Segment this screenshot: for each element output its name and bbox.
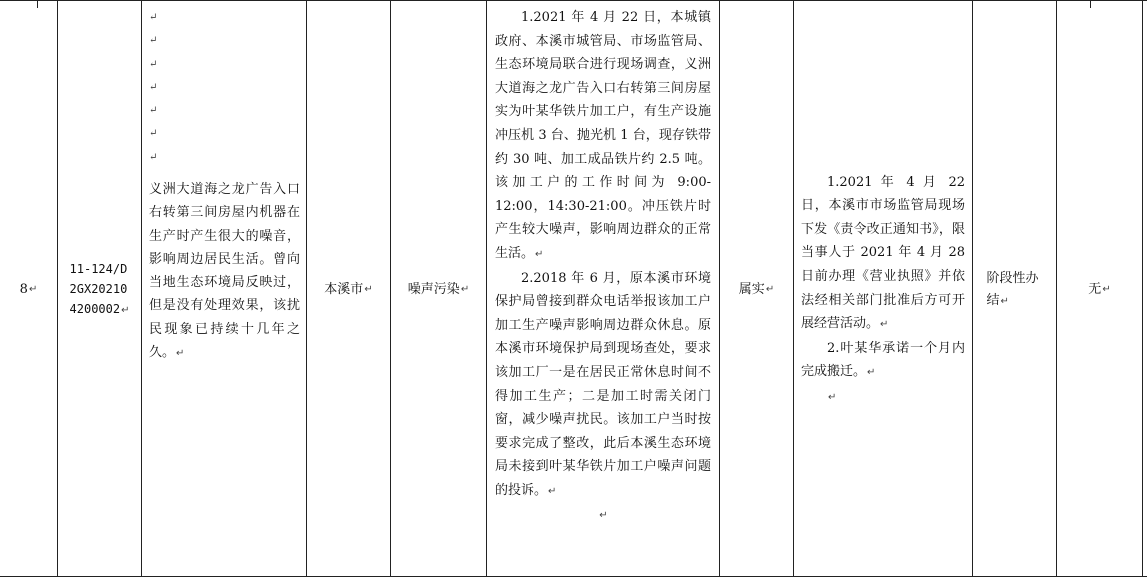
paragraph-mark-icon: ↵ [149, 151, 158, 163]
verdict-cell [720, 0, 793, 580]
paragraph-mark-icon: ↵ [149, 128, 158, 140]
paragraph-mark-icon: ↵ [1102, 284, 1111, 296]
paragraph-mark-icon: ↵ [880, 319, 889, 331]
empty-paragraph [495, 503, 711, 528]
paragraph-mark-icon: ↵ [828, 391, 837, 403]
table-border-right [1142, 0, 1143, 577]
row-index: 8 [19, 282, 28, 298]
measures-paragraph [801, 337, 965, 385]
paragraph-mark-icon: ↵ [548, 485, 557, 497]
region-text: 本溪市 [324, 282, 364, 298]
paragraph-mark-icon: ↵ [28, 284, 38, 296]
paragraph-mark-icon: ↵ [765, 284, 775, 296]
accountability-text: 无 [1088, 282, 1102, 298]
verdict-text: 属实 [738, 282, 765, 298]
paragraph-mark-icon: ↵ [149, 81, 158, 93]
row-index-cell [0, 0, 57, 580]
investigation-paragraph [495, 6, 711, 267]
case-id-line: 2GX20210 [69, 282, 128, 296]
case-id-line: 4200002 [69, 302, 121, 316]
paragraph-mark-icon: ↵ [364, 284, 373, 296]
case-id-line: 11-124/D [69, 262, 128, 276]
measures-paragraph [801, 171, 965, 337]
paragraph-mark-icon: ↵ [149, 35, 158, 47]
paragraph-mark-icon: ↵ [535, 248, 544, 260]
accountability-cell [1057, 0, 1142, 580]
investigation-text: 2.2018 年 6 月，原本溪市环境保护局曾接到群众电话举报该加工户加工生产噪声影响周边群众休息。原本溪市环境保护局到现场查处，要求该加工厂一是在居民正常休息时间不得加工生产；二是加工时需关闭门窗，减少噪声扰民。该加工户当时按要求完成了整改，此后本溪生态环境局未接到叶某华铁片加工户噪声问题的投诉。 [495, 270, 711, 498]
measures-text: 2.叶某华承诺一个月内完成搬迁。 [801, 340, 965, 380]
measures-text: 1.2021 年 4 月 22 日，本溪市市场监管局现场下发《责令改正通知书》，限当事人于 2021 年 4 月 28 日前办理《营业执照》并依法经相关部门批准后方可开展经营活动。 [801, 174, 965, 332]
investigation-paragraph [495, 267, 711, 504]
paragraph-mark-icon: ↵ [1000, 295, 1009, 307]
investigation-text: 1.2021 年 4 月 22 日，本城镇政府、本溪市城管局、市场监管局、生态环境局联合进行现场调查，义洲大道海之龙广告入口右转第三间房屋实为叶某华铁片加工户，有生产设施冲压机 3 台、抛光机 1 台，现存铁带约 30 吨、加工成品铁片约 2.5 吨。该加工户的工作时间为 9:00-12:00，14:30-21:00。冲压铁片时产生较大噪声，影响周边群众的正常生活。 [495, 10, 711, 261]
measures-cell [794, 0, 972, 580]
investigation-cell [487, 0, 719, 580]
paragraph-mark-icon: ↵ [460, 284, 470, 296]
complaint-text-block [149, 178, 300, 365]
paragraph-mark-icon: ↵ [867, 367, 876, 379]
paragraph-mark-icon: ↵ [149, 58, 158, 70]
case-id-cell [58, 0, 141, 580]
paragraph-mark-icon: ↵ [149, 105, 158, 117]
status-text: 阶段性办结 [986, 270, 1039, 308]
paragraph-mark-icon: ↵ [176, 348, 185, 360]
region-cell [307, 0, 390, 580]
complaint-text: 义洲大道海之龙广告入口右转第三间房屋内机器在生产时产生很大的噪音，影响周边居民生活。曾向当地生态环境局反映过，但是没有处理效果，该扰民现象已持续十几年之久。 [149, 182, 300, 361]
paragraph-mark-icon: ↵ [149, 12, 158, 23]
empty-paragraph-marks [149, 6, 157, 169]
paragraph-mark-icon: ↵ [121, 305, 130, 316]
pollution-type-cell [391, 0, 486, 580]
pollution-type-text: 噪声污染 [407, 282, 460, 298]
complaint-cell [142, 0, 306, 580]
status-cell [973, 0, 1056, 580]
empty-paragraph [801, 385, 965, 410]
paragraph-mark-icon: ↵ [599, 510, 608, 522]
